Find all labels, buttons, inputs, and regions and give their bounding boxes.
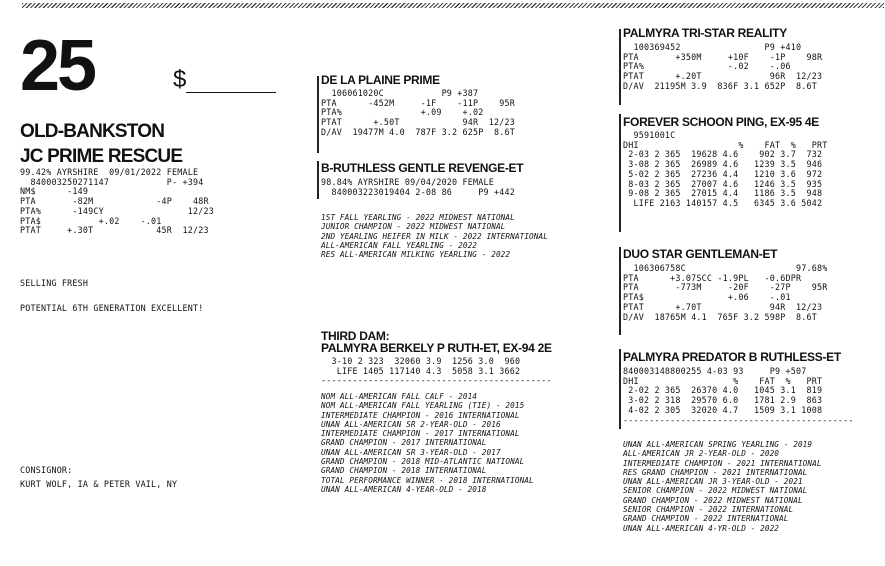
- sire-details: 106061020C P9 +387 PTA -452M -1F -11P 95R PTA% +.09 +.02 PTAT +.50T 94R 12/23 D/AV 19477M 4.0 787F 3.2 625P 8.6T: [321, 88, 515, 137]
- sire-of-sire-name: PALMYRA TRI-STAR REALITY: [623, 26, 787, 40]
- dam-of-dam-bracket-line: [619, 349, 621, 429]
- dam-of-dam-records: 840003148800255 4-03 93 P9 +507 DHI % FAT % PRT 2-02 2 365 26370 4.0 1045 3.1 819 3-02 2 318 29570 6.0 1781 2.9 863 4-02 2 305 32020 4.7 1509 3.1 1008 --------------------------------------------: [623, 366, 854, 425]
- dam-of-dam-name: PALMYRA PREDATOR B RUTHLESS-ET: [623, 350, 841, 364]
- sire-of-dam-details: 106306758C 97.68% PTA +3.07SCC -1.9PL -0.6DPR PTA -773M -20F -27P 95R PTA$ +.06 -.01 PTAT +.70T 94R 12/23 D/AV 18765M 4.1 765F 3.2 598P 8.6T: [623, 263, 828, 322]
- consignor-names: KURT WOLF, IA & PETER VAIL, NY: [20, 479, 178, 489]
- dam-of-sire-records: 9591001C DHI % FAT % PRT 2-03 2 365 19628 4.6 902 3.7 732 3-08 2 365 26989 4.6 1239 3.5 946 5-02 2 365 27236 4.4 1210 3.6 972 8-03 2 365 27007 4.6 1246 3.5 935 9-08 2 365 27015 4.4 1186 3.5 948 LIFE 2163 140157 4.5 6345 3.6 5042: [623, 130, 828, 208]
- animal-name-line1: OLD-BANKSTON: [20, 121, 165, 142]
- animal-name-line2: JC PRIME RESCUE: [20, 146, 183, 167]
- third-dam-honors: NOM ALL-AMERICAN FALL CALF - 2014 NOM ALL-AMERICAN FALL YEARLING (TIE) - 2015 INTERMEDIATE CHAMPION - 2016 INTERNATIONAL UNAN ALL-AMERICAN SR 2-YEAR-OLD - 2016 INTERMEDIATE CHAMPION - 2017 INTERNATIONAL GRAND CHAMPION - 2017 INTERNATIONAL UNAN ALL-AMERICAN SR 3-YEAR-OLD - 2017 GRAND CHAMPION - 2018 MID-ATLANTIC NATIONAL GRAND CHAMPION - 2018 INTERNATIONAL TOTAL PERFORMANCE WINNER - 2018 INTERNATIONAL UNAN ALL-AMERICAN 4-YEAR-OLD - 2018: [321, 392, 534, 494]
- third-dam-label: THIRD DAM:: [321, 329, 390, 343]
- sire-of-dam-bracket-line: [619, 247, 621, 335]
- sire-bracket-line: [317, 76, 319, 153]
- animal-details: 99.42% AYRSHIRE 09/01/2022 FEMALE 840003250271147 P- +394 NM$ -149 PTA -82M -4P 48R PTA% -149CY 12/23 PTA$ +.02 -.01 PTAT +.30T 45R 12/23: [20, 167, 214, 236]
- sire-name: DE LA PLAINE PRIME: [321, 73, 440, 87]
- third-dam-name: PALMYRA BERKELY P RUTH-ET, EX-94 2E: [321, 341, 552, 355]
- dam-of-sire-bracket-line: [619, 114, 621, 232]
- dam-details: 98.84% AYRSHIRE 09/04/2020 FEMALE 840003223019404 2-08 86 P9 +442: [321, 177, 515, 197]
- sire-of-sire-details: 100369452 P9 +410 PTA +350M +10F -1P 98R PTA% -.02 -.06 PTAT +.20T 96R 12/23 D/AV 21195M 3.9 836F 3.1 652P 8.6T: [623, 42, 823, 91]
- sire-of-sire-bracket-line: [619, 29, 621, 105]
- remark-selling-fresh: SELLING FRESH: [20, 278, 89, 288]
- consignor-label: CONSIGNOR:: [20, 465, 73, 475]
- dam-of-sire-name: FOREVER SCHOON PING, EX-95 4E: [623, 115, 820, 129]
- lot-number: 25: [20, 26, 95, 106]
- top-border: [22, 3, 884, 8]
- dollar-sign: $: [173, 66, 187, 93]
- third-dam-records: 3-10 2 323 32060 3.9 1256 3.0 960 LIFE 1405 117140 4.3 5058 3.1 3662 --------------------------------------------: [321, 356, 552, 386]
- price-field: [173, 67, 276, 93]
- remark-generation: POTENTIAL 6TH GENERATION EXCELLENT!: [20, 303, 204, 313]
- price-blank-line: [186, 73, 276, 93]
- dam-honors: 1ST FALL YEARLING - 2022 MIDWEST NATIONAL JUNIOR CHAMPION - 2022 MIDWEST NATIONAL 2ND YEARLING HEIFER IN MILK - 2022 INTERNATIONAL ALL-AMERICAN FALL YEARLING - 2022 RES ALL-AMERICAN MILKING YEARLING - 2022: [321, 213, 548, 260]
- sire-of-dam-name: DUO STAR GENTLEMAN-ET: [623, 247, 778, 261]
- dam-bracket-line: [317, 161, 319, 199]
- dam-of-dam-honors: UNAN ALL-AMERICAN SPRING YEARLING - 2019 ALL-AMERICAN JR 2-YEAR-OLD - 2020 INTERMEDIATE CHAMPION - 2021 INTERNATIONAL RES GRAND CHAMPION - 2021 INTERNATIONAL UNAN ALL-AMERICAN JR 3-YEAR-OLD - 2021 SENIOR CHAMPION - 2022 MIDWEST NATIONAL GRAND CHAMPION - 2022 MIDWEST NATIONAL SENIOR CHAMPION - 2022 INTERNATIONAL GRAND CHAMPION - 2022 INTERNATIONAL UNAN ALL-AMERICAN 4-YR-OLD - 2022: [623, 440, 822, 533]
- dam-name: B-RUTHLESS GENTLE REVENGE-ET: [321, 161, 524, 175]
